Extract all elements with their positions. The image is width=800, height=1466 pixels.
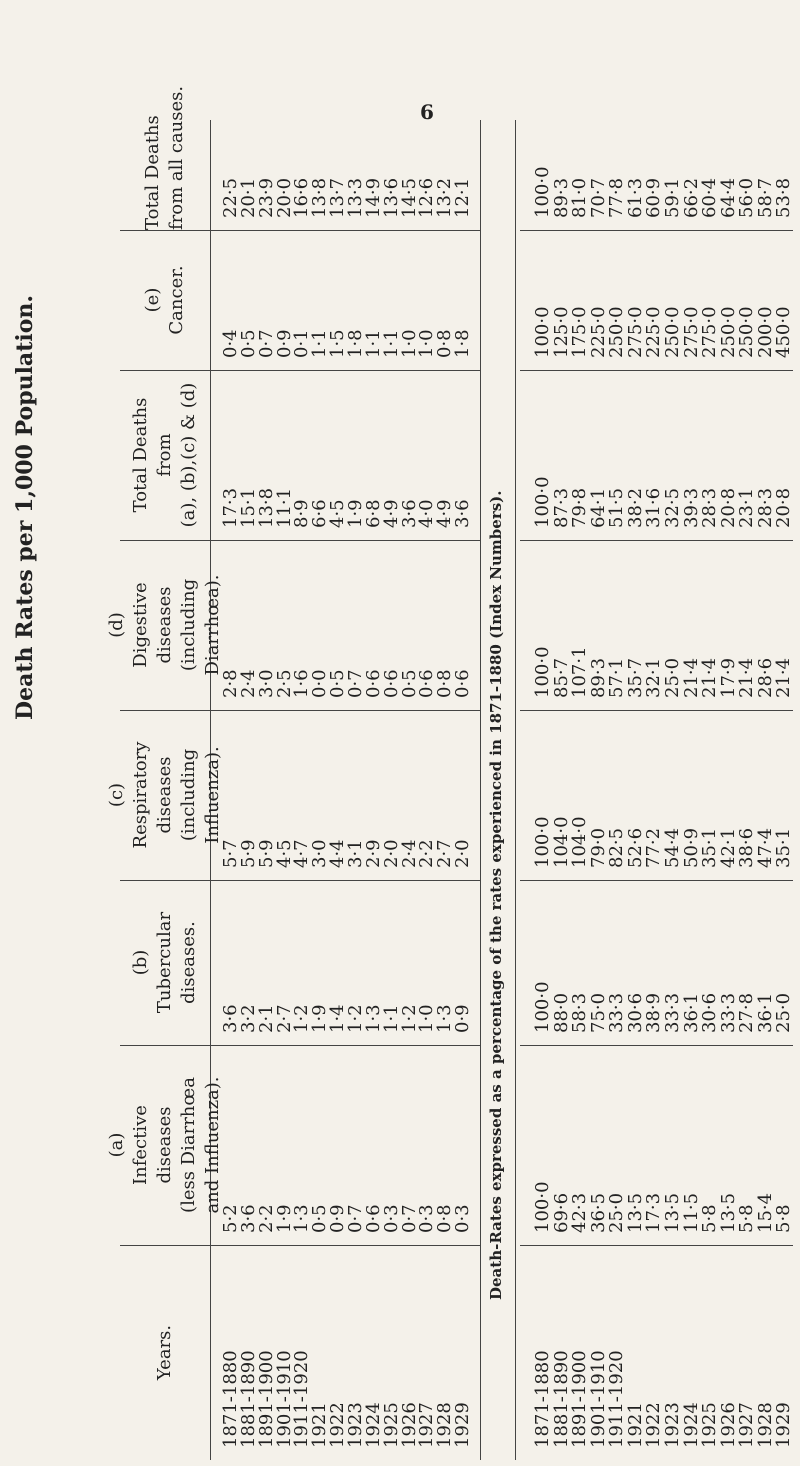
index-cell-abcd: 51·5 [606, 487, 628, 528]
rates-cell-a: 0·5 [309, 1204, 331, 1233]
header-line: diseases. [178, 921, 199, 1004]
rates-cell-d: 3·0 [255, 669, 277, 698]
index-cell-e: 275·0 [680, 306, 702, 358]
index-cell-b: 36·1 [680, 992, 702, 1033]
index-cell-years: 1927 [736, 1402, 758, 1448]
index-cell-b: 36·1 [754, 992, 776, 1033]
index-cell-e: 450·0 [773, 306, 795, 358]
index-cell-total: 100·0 [532, 166, 553, 218]
index-cell-abcd: 20·8 [773, 487, 795, 528]
rotated-table-sheet [12, 85, 798, 1464]
rates-cell-c: 2·9 [362, 839, 384, 868]
index-cell-abcd: 39·3 [680, 487, 702, 528]
header-line: Infective [130, 1105, 151, 1185]
rates-cell-years: 1926 [398, 1402, 420, 1448]
column-header-years [153, 1245, 177, 1460]
rates-cell-b: 1·9 [309, 1004, 331, 1033]
header-line: (c) [106, 782, 127, 808]
index-cell-c: 104·0 [550, 816, 572, 868]
index-cell-c: 54·4 [662, 827, 683, 868]
rates-cell-e: 0·5 [237, 329, 259, 358]
rates-cell-total: 13·7 [327, 177, 349, 218]
index-cell-d: 89·3 [587, 657, 609, 698]
index-cell-a: 5·8 [773, 1204, 795, 1233]
rates-cell-total: 13·3 [345, 177, 366, 218]
index-cell-a: 69·6 [550, 1192, 572, 1233]
rates-cell-abcd: 15·1 [237, 487, 259, 528]
rates-cell-c: 2·4 [398, 839, 420, 868]
rates-cell-a: 0·3 [416, 1204, 438, 1233]
rates-cell-abcd: 4·0 [416, 499, 438, 528]
index-cell-d: 85·7 [550, 657, 572, 698]
rates-cell-a: 0·6 [362, 1204, 384, 1233]
index-cell-years: 1924 [680, 1402, 702, 1448]
rates-cell-total: 20·0 [273, 177, 295, 218]
table-title: Death Rates per 1,000 Population. [12, 294, 38, 720]
index-cell-e: 225·0 [643, 306, 665, 358]
index-cell-e: 250·0 [662, 306, 683, 358]
index-cell-abcd: 64·1 [587, 487, 609, 528]
rates-cell-abcd: 4·9 [380, 499, 402, 528]
column-divider [520, 540, 793, 541]
table-rule [515, 120, 516, 1460]
index-cell-abcd: 38·2 [624, 487, 646, 528]
rates-cell-e: 0·4 [220, 329, 241, 358]
page-number: 6 [420, 100, 434, 124]
rates-cell-c: 5·7 [220, 839, 241, 868]
index-cell-e: 200·0 [754, 306, 776, 358]
rates-cell-b: 1·3 [362, 1004, 384, 1033]
header-line: diseases [154, 586, 175, 664]
rates-cell-e: 1·8 [345, 329, 366, 358]
index-cell-e: 100·0 [532, 306, 553, 358]
rates-cell-a: 0·3 [380, 1204, 402, 1233]
index-cell-total: 61·3 [624, 177, 646, 218]
rates-cell-d: 0·7 [345, 669, 366, 698]
column-header-abcd [129, 370, 201, 540]
index-cell-b: 33·3 [606, 992, 628, 1033]
rates-cell-abcd: 11·1 [273, 487, 295, 528]
rates-cell-abcd: 13·8 [255, 487, 277, 528]
index-cell-d: 21·4 [699, 657, 721, 698]
header-line: and Influenza). [202, 1076, 223, 1214]
index-cell-a: 15·4 [754, 1192, 776, 1233]
index-cell-d: 57·1 [606, 657, 628, 698]
header-line: (b) [130, 949, 151, 976]
column-header-e [141, 230, 189, 370]
index-cell-abcd: 87·3 [550, 487, 572, 528]
rates-cell-d: 0·6 [452, 669, 474, 698]
rates-cell-d: 0·5 [398, 669, 420, 698]
rates-cell-d: 0·5 [327, 669, 349, 698]
rates-cell-c: 2·0 [380, 839, 402, 868]
rates-cell-e: 1·8 [452, 329, 474, 358]
index-cell-abcd: 20·8 [717, 487, 739, 528]
index-cell-years: 1923 [662, 1402, 683, 1448]
index-cell-d: 100·0 [532, 646, 553, 698]
rates-cell-a: 3·6 [237, 1204, 259, 1233]
header-line: Respiratory [130, 741, 151, 849]
rates-cell-abcd: 6·6 [309, 499, 331, 528]
header-line: (less Diarrhœa [178, 1077, 199, 1213]
index-cell-c: 104·0 [569, 816, 591, 868]
rates-cell-d: 0·6 [362, 669, 384, 698]
subtitle: Death-Rates expressed as a percentage of the rates experienced in 1871-1880 (Index Numbers). [487, 490, 505, 1300]
rates-cell-abcd: 3·6 [398, 499, 420, 528]
rates-cell-c: 4·4 [327, 839, 349, 868]
index-cell-total: 77·8 [606, 177, 628, 218]
header-line: (a), (b),(c) & (d) [178, 382, 199, 528]
rates-cell-total: 13·2 [434, 177, 456, 218]
index-cell-c: 79·0 [587, 827, 609, 868]
rates-cell-b: 0·9 [452, 1004, 474, 1033]
rates-cell-d: 0·0 [309, 669, 331, 698]
index-cell-d: 21·4 [736, 657, 758, 698]
rates-cell-e: 0·7 [255, 329, 277, 358]
header-line: Digestive [130, 582, 151, 668]
index-cell-total: 59·1 [662, 177, 683, 218]
index-cell-b: 58·3 [569, 992, 591, 1033]
index-cell-d: 28·6 [754, 657, 776, 698]
rates-cell-a: 1·3 [291, 1204, 313, 1233]
index-cell-a: 36·5 [587, 1192, 609, 1233]
column-header-total [141, 85, 189, 230]
rates-cell-abcd: 1·9 [345, 499, 366, 528]
rates-cell-years: 1928 [434, 1402, 456, 1448]
index-cell-a: 13·5 [662, 1192, 683, 1233]
index-cell-total: 60·9 [643, 177, 665, 218]
rates-cell-d: 2·8 [220, 669, 241, 698]
rates-cell-b: 2·7 [273, 1004, 295, 1033]
rates-cell-e: 1·5 [327, 329, 349, 358]
rates-cell-total: 16·6 [291, 177, 313, 218]
index-cell-abcd: 79·8 [569, 487, 591, 528]
index-cell-a: 5·8 [699, 1204, 721, 1233]
header-line: diseases [154, 1106, 175, 1184]
index-cell-abcd: 31·6 [643, 487, 665, 528]
rates-cell-b: 1·0 [416, 1004, 438, 1033]
index-cell-a: 42·3 [569, 1192, 591, 1233]
rates-cell-years: 1871-1880 [220, 1350, 241, 1448]
index-cell-a: 25·0 [606, 1192, 628, 1233]
index-cell-c: 38·6 [736, 827, 758, 868]
rates-cell-total: 14·9 [362, 177, 384, 218]
index-cell-c: 47·4 [754, 827, 776, 868]
rates-cell-a: 1·9 [273, 1204, 295, 1233]
rates-cell-total: 20·1 [237, 177, 259, 218]
rates-cell-years: 1922 [327, 1402, 349, 1448]
rates-cell-a: 0·7 [398, 1204, 420, 1233]
header-line: (d) [106, 612, 127, 638]
rates-cell-abcd: 3·6 [452, 499, 474, 528]
rates-cell-e: 0·9 [273, 329, 295, 358]
index-cell-b: 100·0 [532, 981, 553, 1033]
rates-cell-a: 0·8 [434, 1204, 456, 1233]
rates-cell-total: 13·6 [380, 177, 402, 218]
rates-cell-years: 1925 [380, 1402, 402, 1448]
rates-cell-b: 1·4 [327, 1004, 349, 1033]
index-cell-d: 32·1 [643, 657, 665, 698]
rates-cell-a: 2·2 [255, 1204, 277, 1233]
rates-cell-c: 4·5 [273, 839, 295, 868]
index-cell-b: 30·6 [624, 992, 646, 1033]
rates-cell-b: 3·2 [237, 1004, 259, 1033]
column-divider [520, 710, 793, 711]
index-cell-a: 100·0 [532, 1181, 553, 1233]
index-cell-total: 81·0 [569, 177, 591, 218]
rates-cell-b: 1·2 [398, 1004, 420, 1033]
index-cell-total: 53·8 [773, 177, 795, 218]
index-cell-years: 1891-1900 [569, 1350, 591, 1448]
rates-cell-c: 2·2 [416, 839, 438, 868]
rates-cell-c: 2·0 [452, 839, 474, 868]
index-cell-total: 89·3 [550, 177, 572, 218]
index-cell-years: 1929 [773, 1402, 795, 1448]
rates-cell-years: 1891-1900 [255, 1350, 277, 1448]
index-cell-years: 1926 [717, 1402, 739, 1448]
rates-cell-d: 0·6 [380, 669, 402, 698]
index-cell-e: 275·0 [624, 306, 646, 358]
index-cell-a: 13·5 [717, 1192, 739, 1233]
index-cell-b: 33·3 [662, 992, 683, 1033]
index-cell-a: 13·5 [624, 1192, 646, 1233]
rates-cell-a: 0·3 [452, 1204, 474, 1233]
index-cell-total: 64·4 [717, 177, 739, 218]
index-cell-d: 25·0 [662, 657, 683, 698]
index-cell-c: 52·6 [624, 827, 646, 868]
index-cell-b: 33·3 [717, 992, 739, 1033]
rates-cell-c: 3·0 [309, 839, 331, 868]
index-cell-c: 100·0 [532, 816, 553, 868]
index-cell-e: 250·0 [736, 306, 758, 358]
rates-cell-years: 1924 [362, 1402, 384, 1448]
rates-cell-total: 23·9 [255, 177, 277, 218]
rates-cell-b: 1·2 [291, 1004, 313, 1033]
rates-cell-e: 1·1 [309, 329, 331, 358]
rates-cell-c: 3·1 [345, 839, 366, 868]
rates-cell-d: 0·8 [434, 669, 456, 698]
header-line: Cancer. [166, 265, 187, 335]
rates-cell-years: 1901-1910 [273, 1350, 295, 1448]
index-cell-years: 1925 [699, 1402, 721, 1448]
rates-cell-c: 2·7 [434, 839, 456, 868]
index-cell-b: 25·0 [773, 992, 795, 1033]
index-cell-years: 1922 [643, 1402, 665, 1448]
rates-cell-abcd: 8·9 [291, 499, 313, 528]
column-divider [520, 880, 793, 881]
index-cell-b: 88·0 [550, 992, 572, 1033]
rates-cell-e: 1·0 [416, 329, 438, 358]
header-line: (including [178, 578, 199, 672]
index-cell-total: 58·7 [754, 177, 776, 218]
header-line: Total Deaths [142, 115, 163, 230]
index-cell-b: 38·9 [643, 992, 665, 1033]
rates-cell-a: 0·9 [327, 1204, 349, 1233]
index-cell-years: 1871-1880 [532, 1350, 553, 1448]
index-cell-years: 1881-1890 [550, 1350, 572, 1448]
index-cell-a: 11·5 [680, 1192, 702, 1233]
header-line: (a) [106, 1132, 127, 1158]
header-line: Years. [154, 1324, 175, 1381]
index-cell-abcd: 100·0 [532, 476, 553, 528]
rates-cell-abcd: 6·8 [362, 499, 384, 528]
rates-cell-years: 1881-1890 [237, 1350, 259, 1448]
header-line: Tubercular [154, 911, 175, 1014]
rates-cell-abcd: 4·9 [434, 499, 456, 528]
index-cell-years: 1921 [624, 1402, 646, 1448]
index-cell-abcd: 28·3 [754, 487, 776, 528]
rates-cell-d: 2·4 [237, 669, 259, 698]
column-header-d [105, 540, 225, 710]
table-rule [480, 120, 481, 1460]
rates-cell-d: 2·5 [273, 669, 295, 698]
index-cell-c: 77·2 [643, 827, 665, 868]
index-cell-b: 27·8 [736, 992, 758, 1033]
index-cell-b: 75·0 [587, 992, 609, 1033]
rates-cell-b: 2·1 [255, 1004, 277, 1033]
rates-cell-b: 1·3 [434, 1004, 456, 1033]
index-cell-total: 56·0 [736, 177, 758, 218]
index-cell-c: 82·5 [606, 827, 628, 868]
index-cell-e: 175·0 [569, 306, 591, 358]
rates-cell-years: 1921 [309, 1402, 331, 1448]
index-cell-a: 5·8 [736, 1204, 758, 1233]
rates-cell-total: 12·1 [452, 177, 474, 218]
rates-cell-abcd: 17·3 [220, 487, 241, 528]
rates-cell-total: 13·8 [309, 177, 331, 218]
index-cell-years: 1928 [754, 1402, 776, 1448]
index-cell-c: 35·1 [773, 827, 795, 868]
rates-cell-b: 1·2 [345, 1004, 366, 1033]
column-divider [520, 370, 793, 371]
index-cell-d: 35·7 [624, 657, 646, 698]
header-line: from all causes. [166, 85, 187, 230]
rates-cell-c: 5·9 [237, 839, 259, 868]
column-divider [520, 230, 793, 231]
index-cell-e: 250·0 [606, 306, 628, 358]
rates-cell-e: 0·1 [291, 329, 313, 358]
rates-cell-years: 1911-1920 [291, 1350, 313, 1448]
rates-cell-a: 0·7 [345, 1204, 366, 1233]
index-cell-years: 1901-1910 [587, 1350, 609, 1448]
index-cell-abcd: 32·5 [662, 487, 683, 528]
header-line: Influenza). [202, 746, 223, 844]
column-divider [520, 1045, 793, 1046]
index-cell-d: 107·1 [569, 646, 591, 698]
rates-cell-years: 1927 [416, 1402, 438, 1448]
index-cell-abcd: 23·1 [736, 487, 758, 528]
index-cell-total: 70·7 [587, 177, 609, 218]
rates-cell-years: 1923 [345, 1402, 366, 1448]
index-cell-years: 1911-1920 [606, 1350, 628, 1448]
rates-cell-years: 1929 [452, 1402, 474, 1448]
index-cell-e: 125·0 [550, 306, 572, 358]
rates-cell-d: 1·6 [291, 669, 313, 698]
index-cell-e: 250·0 [717, 306, 739, 358]
index-cell-e: 225·0 [587, 306, 609, 358]
rates-cell-e: 0·8 [434, 329, 456, 358]
column-header-c [105, 710, 225, 880]
rates-cell-b: 1·1 [380, 1004, 402, 1033]
rates-cell-total: 14·5 [398, 177, 420, 218]
index-cell-c: 50·9 [680, 827, 702, 868]
rates-cell-total: 12·6 [416, 177, 438, 218]
index-cell-d: 21·4 [680, 657, 702, 698]
index-cell-b: 30·6 [699, 992, 721, 1033]
header-line: (including [178, 748, 199, 842]
index-cell-total: 60·4 [699, 177, 721, 218]
column-divider [520, 1245, 793, 1246]
index-cell-d: 17·9 [717, 657, 739, 698]
rates-cell-c: 5·9 [255, 839, 277, 868]
header-line: diseases [154, 756, 175, 834]
column-header-b [129, 880, 201, 1045]
index-cell-c: 35·1 [699, 827, 721, 868]
rates-cell-e: 1·1 [380, 329, 402, 358]
index-cell-d: 21·4 [773, 657, 795, 698]
rates-cell-e: 1·0 [398, 329, 420, 358]
column-header-a [105, 1045, 225, 1245]
header-line: Total Deaths [130, 397, 151, 513]
rates-cell-total: 22·5 [220, 177, 241, 218]
header-line: (e) [142, 287, 163, 313]
rates-cell-d: 0·6 [416, 669, 438, 698]
index-cell-c: 42·1 [717, 827, 739, 868]
index-cell-a: 17·3 [643, 1192, 665, 1233]
index-cell-total: 66·2 [680, 177, 702, 218]
rates-cell-b: 3·6 [220, 1004, 241, 1033]
rates-cell-a: 5·2 [220, 1204, 241, 1233]
rates-cell-abcd: 4·5 [327, 499, 349, 528]
index-cell-e: 275·0 [699, 306, 721, 358]
header-line: from [154, 433, 175, 477]
rates-cell-e: 1·1 [362, 329, 384, 358]
rates-cell-c: 4·7 [291, 839, 313, 868]
index-cell-abcd: 28·3 [699, 487, 721, 528]
header-line: Diarrhœa). [202, 574, 223, 676]
